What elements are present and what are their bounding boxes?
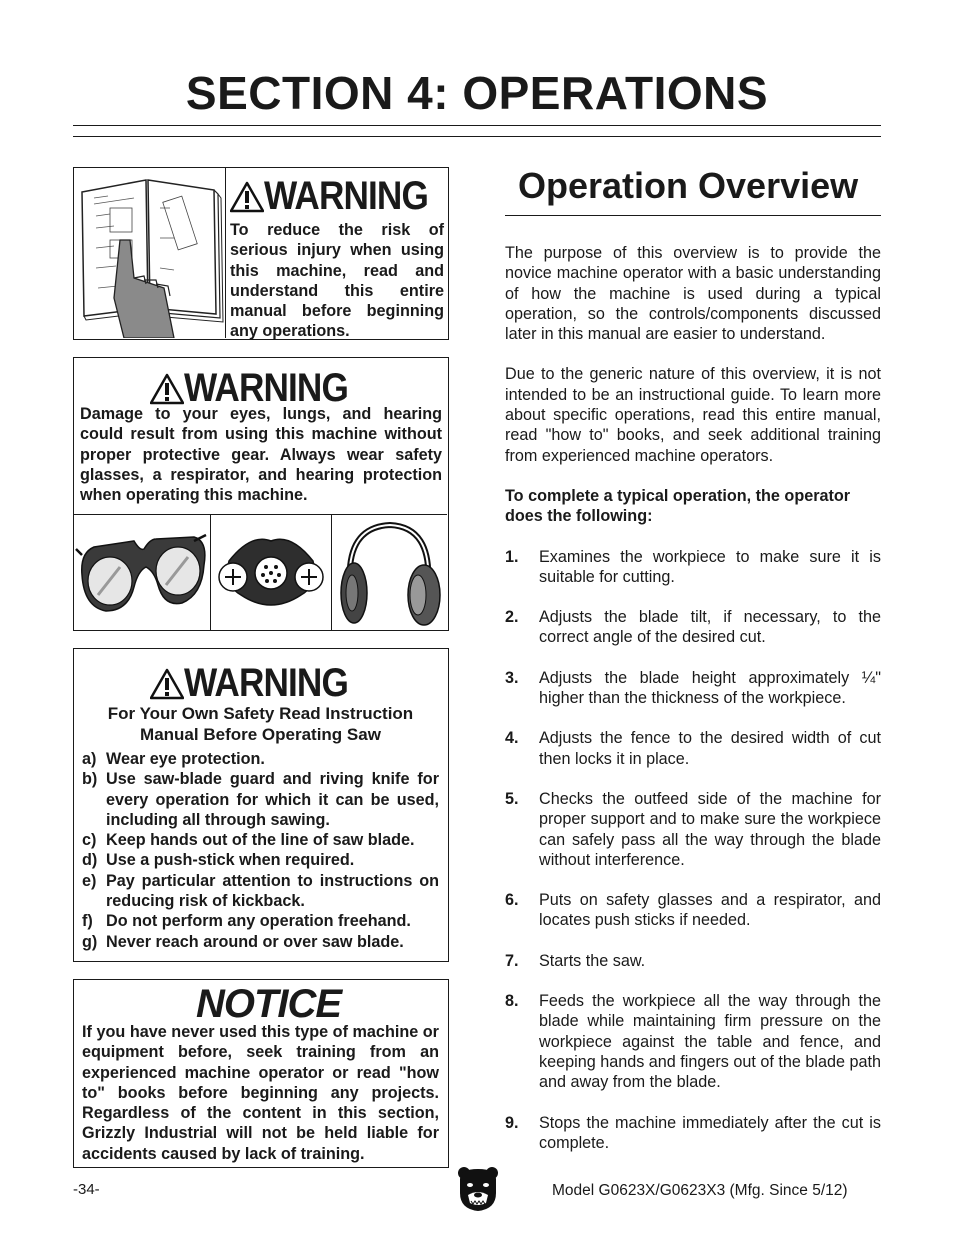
list-item: 8. Feeds the workpiece all the way through the blade while maintaining firm pressure on the workpiece against the table and fence, and keeping hands and fingers out of the blade path and away from the blade. (505, 992, 882, 1092)
saw-safety-list (82, 749, 439, 952)
list-item: 5. Checks the outfeed side of the machine for proper support and to make sure the workpiece can safely pass all the way through the blade without interference. (505, 789, 881, 869)
section-title: SECTION 4: OPERATIONS (185, 67, 769, 119)
warning-word: WARNING (184, 366, 349, 410)
respirator-icon (211, 515, 332, 630)
overview-title-rule (505, 215, 881, 216)
list-item: 2. Adjusts the blade tilt, if necessary, to the correct angle of the desired cut. (505, 608, 881, 647)
list-item: 4. Adjusts the fence to the desired width of cut then locks it in place. (505, 729, 881, 768)
list-item: 6. Puts on safety glasses and a respirator, and locates push sticks if needed. (505, 891, 881, 930)
hazard-triangle-icon (230, 181, 264, 213)
notice-heading: NOTICE (196, 982, 342, 1026)
overview-intro: To complete a typical operation, the operator does the following: (505, 486, 851, 526)
list-item: 7. Starts the saw. (505, 951, 646, 970)
list-item: 3. Adjusts the blade height approximately ¼" higher than the thickness of the workpiece. (505, 668, 881, 708)
page-number: -34- (73, 1181, 100, 1198)
operation-overview-title: Operation Overview (518, 165, 859, 206)
warning-heading (74, 661, 447, 706)
ear-muffs-icon (332, 515, 447, 630)
overview-body (505, 243, 881, 1153)
warning-heading (230, 174, 444, 219)
reading-manual-hand-icon (74, 168, 226, 338)
safety-glasses-icon (74, 515, 211, 630)
notice-text: If you have never used this type of machine or equipment before, seek training from an experienced machine operator or read "how to" books before beginning any projects. Regardless of the content in this section, Grizzly Industrial will not be held liable for accidents caused by lack of training. (82, 1023, 439, 1163)
warning-protective-gear-text: Damage to your eyes, lungs, and hearing could result from using this machine without proper protective gear. Always wear safety glasses, a respirator, and hearing protection when operating this machine. (80, 405, 442, 505)
protective-gear-icons (74, 514, 447, 630)
grizzly-bear-logo-icon (456, 1165, 500, 1213)
operation-steps-list (505, 547, 881, 1154)
warning-word: WARNING (264, 174, 428, 218)
list-item: g) Never reach around or over saw blade. (82, 932, 404, 951)
warning-protective-gear-box (73, 357, 449, 631)
list-item: c) Keep hands out of the line of saw blade. (82, 831, 415, 850)
notice-box (73, 979, 449, 1168)
warning-saw-safety-subtitle: For Your Own Safety Read Instruction Manual Before Operating Saw (107, 704, 414, 744)
list-item: 1. Examines the workpiece to make sure it is suitable for cutting. (505, 547, 881, 586)
list-item: d) Use a push-stick when required. (82, 851, 355, 870)
title-rule-bottom (73, 136, 881, 137)
warning-word: WARNING (184, 661, 349, 705)
warning-saw-safety-box (73, 648, 449, 962)
list-item: a) Wear eye protection. (82, 750, 265, 768)
overview-paragraph-2: Due to the generic nature of this overview, it is not intended to be an instructional guide. To learn more about specific operations, read this entire manual, read "how to" books, and seek additional training from experienced machine operators. (505, 365, 881, 465)
list-item: f) Do not perform any operation freehand. (82, 912, 411, 931)
list-item: e) Pay particular attention to instructions on reducing risk of kickback. (82, 871, 439, 911)
warning-read-manual-box (73, 167, 449, 340)
list-item: b) Use saw-blade guard and riving knife for every operation for which it can be used, including all through sawing. (82, 770, 439, 829)
hazard-triangle-icon (150, 668, 184, 700)
overview-paragraph-1: The purpose of this overview is to provide the novice machine operator with a basic understanding of how the machine is used during a typical operation, so the controls/components discussed later in this manual are easier to understand. (505, 244, 881, 344)
title-rule-top (73, 125, 881, 126)
hazard-triangle-icon (150, 373, 184, 405)
list-item: 9. Stops the machine immediately after the cut is complete. (505, 1113, 881, 1152)
warning-read-manual-text: To reduce the risk of serious injury when using this machine, read and understand this entire manual before beginning any operations. (230, 221, 444, 341)
model-info: Model G0623X/G0623X3 (Mfg. Since 5/12) (552, 1182, 848, 1199)
